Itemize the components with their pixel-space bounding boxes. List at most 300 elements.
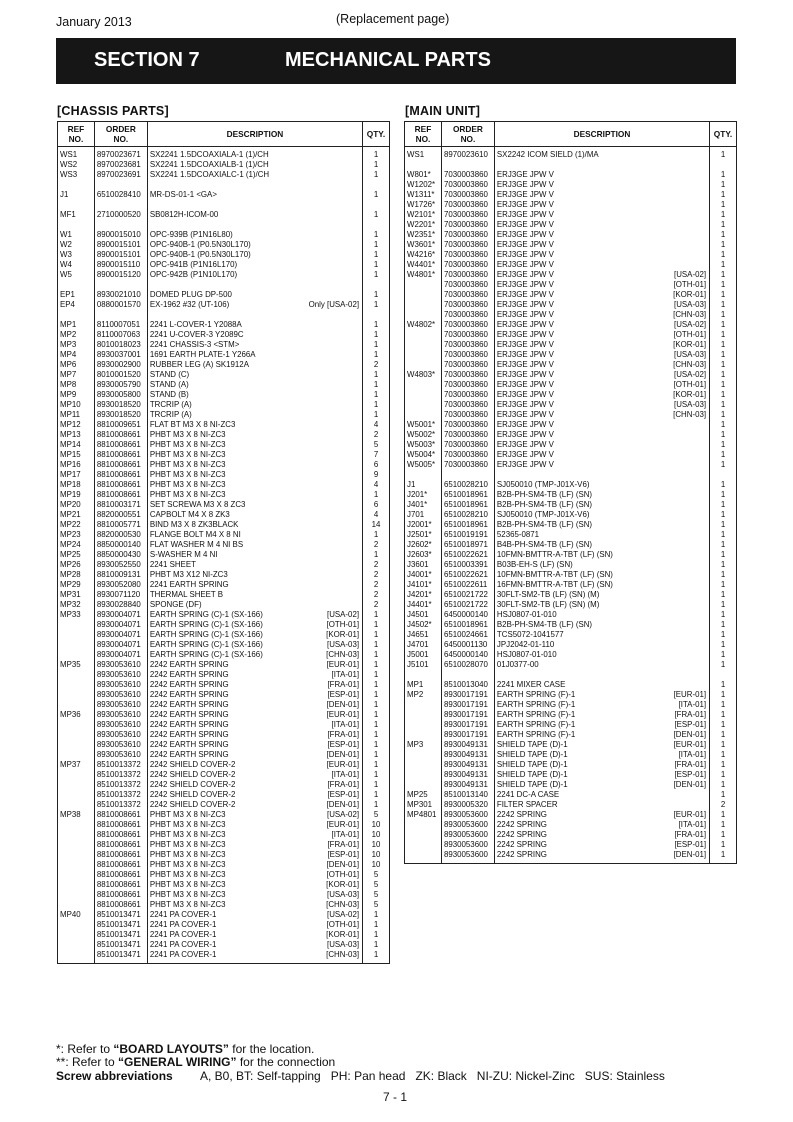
qty: 5 [363, 880, 390, 890]
description-cell [494, 780, 709, 790]
table-row [58, 160, 390, 170]
table-row [405, 490, 737, 500]
ref-no: MP15 [58, 450, 95, 460]
ref-no: WS3 [58, 170, 95, 180]
ref-no: W4803* [405, 370, 442, 380]
order-no: 7030003860 [441, 360, 494, 370]
description-cell [147, 790, 362, 800]
table-row [58, 910, 390, 920]
description: 2242 EARTH SPRING [149, 720, 229, 729]
qty: 1 [363, 740, 390, 750]
region-code: [DEN-01] [326, 860, 360, 869]
table-row [405, 670, 737, 680]
table-row [405, 680, 737, 690]
qty: 1 [710, 220, 737, 230]
order-no: 6510019191 [441, 530, 494, 540]
order-no: 2710000520 [94, 210, 147, 220]
ref-no [405, 820, 442, 830]
order-no: 8930005790 [94, 380, 147, 390]
description: 2242 SPRING [496, 820, 547, 829]
region-code: [CHN-03] [326, 650, 360, 659]
order-no [441, 160, 494, 170]
description: THERMAL SHEET B [149, 590, 224, 599]
qty: 1 [710, 790, 737, 800]
description-cell [147, 470, 362, 480]
qty: 1 [710, 780, 737, 790]
qty: 1 [363, 930, 390, 940]
ref-no: WS2 [58, 160, 95, 170]
description: ERJ3GE JPW V [496, 360, 554, 369]
ref-no: W4802* [405, 320, 442, 330]
qty: 1 [710, 350, 737, 360]
order-no: 7030003860 [441, 340, 494, 350]
region-code: [DEN-01] [673, 780, 707, 789]
qty: 1 [710, 330, 737, 340]
order-no: 8510013471 [94, 930, 147, 940]
table-row [58, 600, 390, 610]
description: SHIELD TAPE (D)-1 [496, 780, 568, 789]
qty: 1 [710, 480, 737, 490]
table-row [405, 310, 737, 320]
description-cell [494, 630, 709, 640]
description-cell [494, 190, 709, 200]
description-cell [147, 370, 362, 380]
description: ERJ3GE JPW V [496, 300, 554, 309]
table-row [58, 710, 390, 720]
description: SX2241 1.5DCOAXIALB-1 (1)/CH [149, 160, 269, 169]
qty: 1 [363, 350, 390, 360]
description-cell [147, 440, 362, 450]
qty: 1 [363, 250, 390, 260]
description: B2B-PH-SM4-TB (LF) (SN) [496, 620, 593, 629]
qty: 1 [710, 570, 737, 580]
description-cell [494, 690, 709, 700]
footnote-ref: “GENERAL WIRING” [118, 1055, 237, 1069]
order-no: 8810008661 [94, 480, 147, 490]
table-row [58, 820, 390, 830]
region-code: [USA-02] [674, 370, 707, 379]
ref-no [58, 630, 95, 640]
description-cell [494, 430, 709, 440]
description-cell [494, 290, 709, 300]
ref-no [58, 700, 95, 710]
description-cell [147, 580, 362, 590]
order-no: 8810008661 [94, 890, 147, 900]
qty: 1 [363, 340, 390, 350]
description-cell [147, 870, 362, 880]
description: STAND (B) [149, 390, 189, 399]
description: B03B-EH-S (LF) (SN) [496, 560, 573, 569]
order-no: 8930049131 [441, 750, 494, 760]
ref-no: J2501* [405, 530, 442, 540]
ref-no: MP16 [58, 460, 95, 470]
ref-no: MP19 [58, 490, 95, 500]
region-code: [EUR-01] [673, 690, 707, 699]
table-row [405, 330, 737, 340]
region-code: [FRA-01] [327, 680, 360, 689]
ref-no: W5005* [405, 460, 442, 470]
description-cell [147, 240, 362, 250]
description-cell [147, 830, 362, 840]
ref-no [58, 650, 95, 660]
ref-no: MP22 [58, 520, 95, 530]
description-cell [494, 500, 709, 510]
qty: 1 [710, 840, 737, 850]
region-code: [OTH-01] [673, 380, 707, 389]
description: EARTH SPRING (F)-1 [496, 700, 576, 709]
order-no: 8810008661 [94, 810, 147, 820]
ref-no: J5101 [405, 660, 442, 670]
ref-no [405, 280, 442, 290]
description-cell [147, 490, 362, 500]
description: ERJ3GE JPW V [496, 460, 554, 469]
description: B2B-PH-SM4-TB (LF) (SN) [496, 490, 593, 499]
table-row [405, 640, 737, 650]
description-cell [147, 510, 362, 520]
qty: 1 [710, 540, 737, 550]
order-no: 6510018961 [441, 500, 494, 510]
description: ERJ3GE JPW V [496, 260, 554, 269]
order-no: 6510018961 [441, 620, 494, 630]
order-no: 7030003860 [441, 430, 494, 440]
table-row [405, 620, 737, 630]
ref-no: W801* [405, 170, 442, 180]
ref-no: MP21 [58, 510, 95, 520]
order-no: 8810003171 [94, 500, 147, 510]
order-no: 8810009131 [94, 570, 147, 580]
description-cell [147, 910, 362, 920]
region-code: [DEN-01] [326, 800, 360, 809]
order-no: 8820000551 [94, 510, 147, 520]
order-no: 7030003860 [441, 310, 494, 320]
order-no: 7030003860 [441, 450, 494, 460]
col-qty: QTY. [363, 122, 390, 147]
table-row [58, 920, 390, 930]
order-no: 8510013372 [94, 770, 147, 780]
description-cell [147, 740, 362, 750]
table-row [58, 400, 390, 410]
ref-no [405, 380, 442, 390]
order-no: 8900015120 [94, 270, 147, 280]
region-code: [KOR-01] [326, 880, 360, 889]
region-code: [EUR-01] [326, 710, 360, 719]
description: PHBT M3 X 8 NI-ZC3 [149, 430, 226, 439]
description-cell [147, 530, 362, 540]
table-row [405, 170, 737, 180]
qty: 1 [710, 250, 737, 260]
qty: 1 [363, 170, 390, 180]
ref-no: MP31 [58, 590, 95, 600]
description: JPJ2042-01-110 [496, 640, 555, 649]
description: ERJ3GE JPW V [496, 340, 554, 349]
ref-no [58, 690, 95, 700]
description: 2242 EARTH SPRING [149, 660, 229, 669]
qty: 1 [710, 740, 737, 750]
table-row [405, 810, 737, 820]
table-row [58, 170, 390, 180]
table-row [405, 720, 737, 730]
table-row [405, 590, 737, 600]
region-code: [EUR-01] [326, 660, 360, 669]
order-no: 7030003860 [441, 250, 494, 260]
table-row [405, 400, 737, 410]
ref-no [405, 310, 442, 320]
qty: 1 [363, 380, 390, 390]
description: PHBT M3 X 8 NI-ZC3 [149, 480, 226, 489]
qty: 1 [363, 370, 390, 380]
header-replacement-note: (Replacement page) [336, 12, 450, 26]
ref-no: WS1 [405, 147, 442, 161]
ref-no [58, 930, 95, 940]
description: ERJ3GE JPW V [496, 330, 554, 339]
table-row [58, 860, 390, 870]
qty: 1 [710, 230, 737, 240]
description: DOMED PLUG DP-500 [149, 290, 232, 299]
ref-no: MP38 [58, 810, 95, 820]
ref-no [58, 860, 95, 870]
description: SB0812H-ICOM-00 [149, 210, 219, 219]
description-cell [147, 400, 362, 410]
description-cell [147, 210, 362, 220]
description: ERJ3GE JPW V [496, 200, 554, 209]
description: OPC-942B (P1N10L170) [149, 270, 238, 279]
region-code: [OTH-01] [326, 920, 360, 929]
table-row [58, 890, 390, 900]
ref-no: W5004* [405, 450, 442, 460]
region-code: [OTH-01] [326, 870, 360, 879]
qty: 1 [710, 550, 737, 560]
region-code: [CHN-03] [673, 410, 707, 419]
table-row [58, 490, 390, 500]
ref-no: J3601 [405, 560, 442, 570]
order-no: 6510018971 [441, 540, 494, 550]
order-no: 8930004071 [94, 620, 147, 630]
ref-no [405, 360, 442, 370]
order-no: 8970023681 [94, 160, 147, 170]
qty: 1 [710, 410, 737, 420]
description: 2241 PA COVER-1 [149, 910, 217, 919]
description: PHBT M3 X 8 NI-ZC3 [149, 810, 226, 819]
table-row [58, 610, 390, 620]
ref-no: EP1 [58, 290, 95, 300]
ref-no [58, 280, 95, 290]
table-row [58, 670, 390, 680]
table-row [58, 360, 390, 370]
region-code: [USA-03] [674, 350, 707, 359]
col-description: DESCRIPTION [494, 122, 709, 147]
description: OPC-939B (P1N16L80) [149, 230, 233, 239]
qty: 1 [710, 560, 737, 570]
description: ERJ3GE JPW V [496, 440, 554, 449]
description-cell [147, 640, 362, 650]
order-no: 8930053610 [94, 720, 147, 730]
qty: 1 [363, 390, 390, 400]
col-ref: REF NO. [58, 122, 95, 147]
order-no: 7030003860 [441, 350, 494, 360]
description: ERJ3GE JPW V [496, 350, 554, 359]
qty: 1 [363, 640, 390, 650]
qty: 1 [363, 670, 390, 680]
order-no: 8930053610 [94, 750, 147, 760]
order-no: 8110007063 [94, 330, 147, 340]
description: 16FMN-BMTTR-A-TBT (LF) (SN) [496, 580, 613, 589]
description-cell [147, 930, 362, 940]
table-row [58, 210, 390, 220]
description: 10FMN-BMTTR-A-TBT (LF) (SN) [496, 570, 613, 579]
region-code: [CHN-03] [326, 900, 360, 909]
col-order: ORDER NO. [441, 122, 494, 147]
col-order: ORDER NO. [94, 122, 147, 147]
description-cell [494, 160, 709, 170]
table-row [405, 390, 737, 400]
order-no: 8930053610 [94, 690, 147, 700]
description: 52365-0871 [496, 530, 540, 539]
order-no: 8930004071 [94, 650, 147, 660]
ref-no [405, 730, 442, 740]
qty: 1 [710, 630, 737, 640]
order-no: 7030003860 [441, 260, 494, 270]
order-no: 7030003860 [441, 270, 494, 280]
qty: 1 [363, 710, 390, 720]
ref-no: MP29 [58, 580, 95, 590]
chassis-parts-table [57, 121, 390, 964]
description-cell [494, 360, 709, 370]
order-no: 8510013372 [94, 790, 147, 800]
description-cell [494, 610, 709, 620]
table-row [58, 240, 390, 250]
ref-no [58, 640, 95, 650]
description-cell [494, 530, 709, 540]
description-cell [494, 740, 709, 750]
qty: 1 [710, 830, 737, 840]
table-row [58, 900, 390, 910]
description-cell [494, 310, 709, 320]
order-no: 8010001520 [94, 370, 147, 380]
ref-no: J4501 [405, 610, 442, 620]
table-row [58, 570, 390, 580]
table-row [58, 930, 390, 940]
order-no: 8510013040 [441, 680, 494, 690]
ref-no: W4216* [405, 250, 442, 260]
qty: 10 [363, 850, 390, 860]
table-row [405, 740, 737, 750]
ref-no [405, 850, 442, 864]
qty: 1 [363, 940, 390, 950]
description-cell [494, 380, 709, 390]
region-code: [ITA-01] [331, 670, 360, 679]
description-cell [494, 510, 709, 520]
description: 2242 SPRING [496, 840, 547, 849]
region-code: [USA-02] [674, 270, 707, 279]
qty: 1 [710, 690, 737, 700]
ref-no: J1 [405, 480, 442, 490]
description-cell [494, 720, 709, 730]
qty: 1 [710, 147, 737, 161]
order-no: 8810008661 [94, 850, 147, 860]
table-row [58, 340, 390, 350]
description: ERJ3GE JPW V [496, 210, 554, 219]
region-code: [FRA-01] [327, 730, 360, 739]
description-cell [147, 420, 362, 430]
description-cell [494, 180, 709, 190]
qty: 1 [710, 210, 737, 220]
description: EARTH SPRING (C)-1 (SX-166) [149, 630, 263, 639]
order-no: 8970023691 [94, 170, 147, 180]
description-cell [494, 820, 709, 830]
description: SX2242 ICOM SIELD (1)/MA [496, 150, 599, 159]
table-row [58, 180, 390, 190]
description-cell [494, 230, 709, 240]
ref-no [405, 470, 442, 480]
table-row [58, 500, 390, 510]
description: EARTH SPRING (F)-1 [496, 720, 576, 729]
order-no: 7030003860 [441, 210, 494, 220]
table-row [405, 190, 737, 200]
table-row [58, 800, 390, 810]
ref-no [405, 290, 442, 300]
order-no: 8930052080 [94, 580, 147, 590]
order-no: 6510003391 [441, 560, 494, 570]
description-cell [147, 260, 362, 270]
qty: 5 [363, 810, 390, 820]
description: PHBT M3 X 8 NI-ZC3 [149, 840, 226, 849]
qty: 10 [363, 820, 390, 830]
order-no: 7030003860 [441, 410, 494, 420]
ref-no: J1 [58, 190, 95, 200]
region-code: [KOR-01] [673, 390, 707, 399]
description: ERJ3GE JPW V [496, 410, 554, 419]
table-row [58, 200, 390, 210]
description-cell [147, 300, 362, 310]
qty: 1 [363, 700, 390, 710]
col-description: DESCRIPTION [147, 122, 362, 147]
table-row [405, 600, 737, 610]
order-no: 8930004071 [94, 640, 147, 650]
order-no [94, 310, 147, 320]
qty: 1 [363, 330, 390, 340]
ref-no [58, 680, 95, 690]
order-no: 8810008661 [94, 430, 147, 440]
section-banner [56, 38, 736, 84]
qty: 2 [363, 430, 390, 440]
table-row [58, 370, 390, 380]
table-row [58, 720, 390, 730]
table-row [58, 380, 390, 390]
order-no: 8930071120 [94, 590, 147, 600]
description: 2242 EARTH SPRING [149, 700, 229, 709]
description: ERJ3GE JPW V [496, 430, 554, 439]
qty: 1 [363, 800, 390, 810]
order-no: 8810008661 [94, 440, 147, 450]
table-row [58, 270, 390, 280]
table-row [58, 280, 390, 290]
qty: 7 [363, 450, 390, 460]
description-cell [147, 920, 362, 930]
table-row [405, 560, 737, 570]
order-no: 6510028070 [441, 660, 494, 670]
description-cell [147, 810, 362, 820]
table-row [58, 420, 390, 430]
table-row [405, 210, 737, 220]
description: PHBT M3 X12 NI-ZC3 [149, 570, 228, 579]
table-row [58, 430, 390, 440]
order-no: 7030003860 [441, 320, 494, 330]
description-cell [494, 620, 709, 630]
description: ERJ3GE JPW V [496, 240, 554, 249]
qty: 6 [363, 460, 390, 470]
description-cell [494, 480, 709, 490]
table-row [405, 800, 737, 810]
